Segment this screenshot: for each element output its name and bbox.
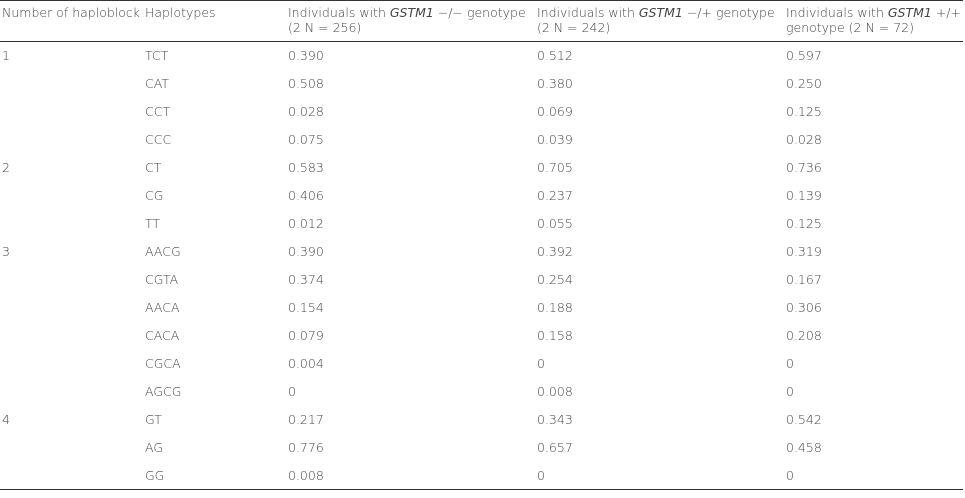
cell-freq-plus-plus: 0.458 bbox=[786, 439, 822, 455]
cell-freq-plus-plus: 0.208 bbox=[786, 327, 822, 343]
cell-freq-null-plus: 0 bbox=[537, 467, 545, 483]
cell-haplotype: AACG bbox=[145, 243, 181, 259]
table-body bbox=[0, 42, 963, 490]
header-gene-name: GSTM1 bbox=[389, 5, 434, 20]
cell-haplotype: CACA bbox=[145, 327, 180, 343]
cell-haplotype: CCT bbox=[145, 103, 171, 119]
cell-block bbox=[0, 349, 145, 377]
cell-freq-null-plus: 0.343 bbox=[537, 411, 573, 427]
header-suffix: +/+ genotype (2 N = 72) bbox=[786, 5, 961, 35]
cell-block: 3 bbox=[2, 243, 10, 259]
cell-haplotype: AGCG bbox=[145, 383, 182, 399]
header-gstm1-null-plus bbox=[537, 1, 786, 42]
cell-freq-null-plus: 0.512 bbox=[537, 48, 573, 63]
cell-freq-plus-plus: 0.167 bbox=[786, 271, 822, 287]
cell-freq-plus-plus: 0.028 bbox=[786, 131, 822, 147]
cell-freq-null-plus: 0.380 bbox=[537, 75, 573, 91]
cell-haplotype: CG bbox=[145, 187, 164, 203]
table-row bbox=[0, 293, 963, 321]
table-row bbox=[0, 237, 963, 265]
cell-block bbox=[0, 69, 145, 97]
cell-freq-plus-plus: 0 bbox=[786, 467, 794, 483]
header-gene-name: GSTM1 bbox=[887, 5, 932, 20]
cell-block bbox=[0, 181, 145, 209]
cell-haplotype: AG bbox=[145, 439, 164, 455]
table-row bbox=[0, 125, 963, 153]
table-row bbox=[0, 69, 963, 97]
cell-haplotype: CGCA bbox=[145, 355, 181, 371]
cell-haplotype: CCC bbox=[145, 131, 172, 147]
table-row bbox=[0, 377, 963, 405]
cell-freq-null-null: 0.075 bbox=[288, 131, 324, 147]
cell-block bbox=[0, 209, 145, 237]
table-row bbox=[0, 405, 963, 433]
cell-haplotype: CGTA bbox=[145, 271, 179, 287]
cell-haplotype: GG bbox=[145, 467, 165, 483]
cell-freq-plus-plus: 0.319 bbox=[786, 243, 822, 259]
cell-freq-plus-plus: 0.597 bbox=[786, 48, 822, 63]
table-row bbox=[0, 97, 963, 125]
cell-freq-null-null: 0.508 bbox=[288, 75, 324, 91]
cell-freq-plus-plus: 0.736 bbox=[786, 159, 822, 175]
cell-freq-plus-plus: 0 bbox=[786, 355, 794, 371]
cell-block bbox=[0, 377, 145, 405]
table-row bbox=[0, 321, 963, 349]
cell-block: 2 bbox=[2, 159, 10, 175]
header-prefix: Individuals with bbox=[288, 5, 390, 20]
cell-freq-null-plus: 0.039 bbox=[537, 131, 573, 147]
cell-freq-null-null: 0 bbox=[288, 383, 296, 399]
cell-freq-null-null: 0.406 bbox=[288, 187, 324, 203]
cell-haplotype: GT bbox=[145, 411, 162, 427]
cell-freq-plus-plus: 0.250 bbox=[786, 75, 822, 91]
table-row bbox=[0, 42, 963, 70]
cell-freq-null-null: 0.079 bbox=[288, 327, 324, 343]
header-gene-name: GSTM1 bbox=[638, 5, 683, 20]
header-prefix: Individuals with bbox=[537, 5, 639, 20]
cell-haplotype: CAT bbox=[145, 75, 169, 91]
cell-freq-null-plus: 0.055 bbox=[537, 215, 573, 231]
cell-block bbox=[0, 461, 145, 490]
cell-freq-null-null: 0.583 bbox=[288, 159, 324, 175]
table-row bbox=[0, 349, 963, 377]
cell-freq-null-plus: 0.705 bbox=[537, 159, 573, 175]
cell-freq-plus-plus: 0.125 bbox=[786, 215, 822, 231]
header-row bbox=[0, 1, 963, 42]
cell-block bbox=[0, 265, 145, 293]
cell-freq-null-plus: 0.254 bbox=[537, 271, 573, 287]
cell-haplotype: CT bbox=[145, 159, 162, 175]
header-gstm1-null-null bbox=[288, 1, 537, 42]
table-row bbox=[0, 153, 963, 181]
cell-freq-null-plus: 0.392 bbox=[537, 243, 573, 259]
cell-block: 1 bbox=[2, 48, 10, 63]
cell-block bbox=[0, 321, 145, 349]
header-number-of-haploblock: Number of haploblock bbox=[2, 5, 141, 20]
cell-freq-plus-plus: 0.125 bbox=[786, 103, 822, 119]
cell-freq-null-null: 0.776 bbox=[288, 439, 324, 455]
cell-freq-plus-plus: 0.139 bbox=[786, 187, 822, 203]
header-gstm1-plus-plus bbox=[786, 1, 963, 42]
cell-freq-null-null: 0.390 bbox=[288, 48, 324, 63]
cell-freq-null-null: 0.008 bbox=[288, 467, 324, 483]
cell-freq-null-plus: 0 bbox=[537, 355, 545, 371]
header-suffix: −/+ genotype (2 N = 242) bbox=[537, 5, 775, 35]
cell-freq-null-null: 0.028 bbox=[288, 103, 324, 119]
cell-freq-plus-plus: 0.542 bbox=[786, 411, 822, 427]
table-row bbox=[0, 433, 963, 461]
cell-freq-null-plus: 0.657 bbox=[537, 439, 573, 455]
table-row bbox=[0, 461, 963, 490]
table-header bbox=[0, 1, 963, 42]
cell-freq-null-null: 0.217 bbox=[288, 411, 324, 427]
cell-block bbox=[0, 433, 145, 461]
cell-haplotype: TCT bbox=[145, 48, 169, 63]
cell-block bbox=[0, 293, 145, 321]
cell-freq-null-null: 0.374 bbox=[288, 271, 324, 287]
cell-freq-null-null: 0.012 bbox=[288, 215, 324, 231]
table-row bbox=[0, 209, 963, 237]
cell-freq-null-plus: 0.188 bbox=[537, 299, 573, 315]
cell-freq-null-plus: 0.008 bbox=[537, 383, 573, 399]
table-row bbox=[0, 181, 963, 209]
cell-freq-null-plus: 0.069 bbox=[537, 103, 573, 119]
cell-haplotype: TT bbox=[145, 215, 161, 231]
header-haplotypes: Haplotypes bbox=[145, 5, 216, 20]
table-row bbox=[0, 265, 963, 293]
cell-freq-null-plus: 0.237 bbox=[537, 187, 573, 203]
cell-freq-plus-plus: 0.306 bbox=[786, 299, 822, 315]
header-prefix: Individuals with bbox=[786, 5, 888, 20]
header-suffix: −/− genotype (2 N = 256) bbox=[288, 5, 526, 35]
cell-block bbox=[0, 97, 145, 125]
cell-block: 4 bbox=[2, 411, 10, 427]
cell-haplotype: AACA bbox=[145, 299, 180, 315]
cell-freq-null-plus: 0.158 bbox=[537, 327, 573, 343]
cell-freq-plus-plus: 0 bbox=[786, 383, 794, 399]
cell-freq-null-null: 0.390 bbox=[288, 243, 324, 259]
cell-block bbox=[0, 125, 145, 153]
cell-freq-null-null: 0.154 bbox=[288, 299, 324, 315]
cell-freq-null-null: 0.004 bbox=[288, 355, 324, 371]
